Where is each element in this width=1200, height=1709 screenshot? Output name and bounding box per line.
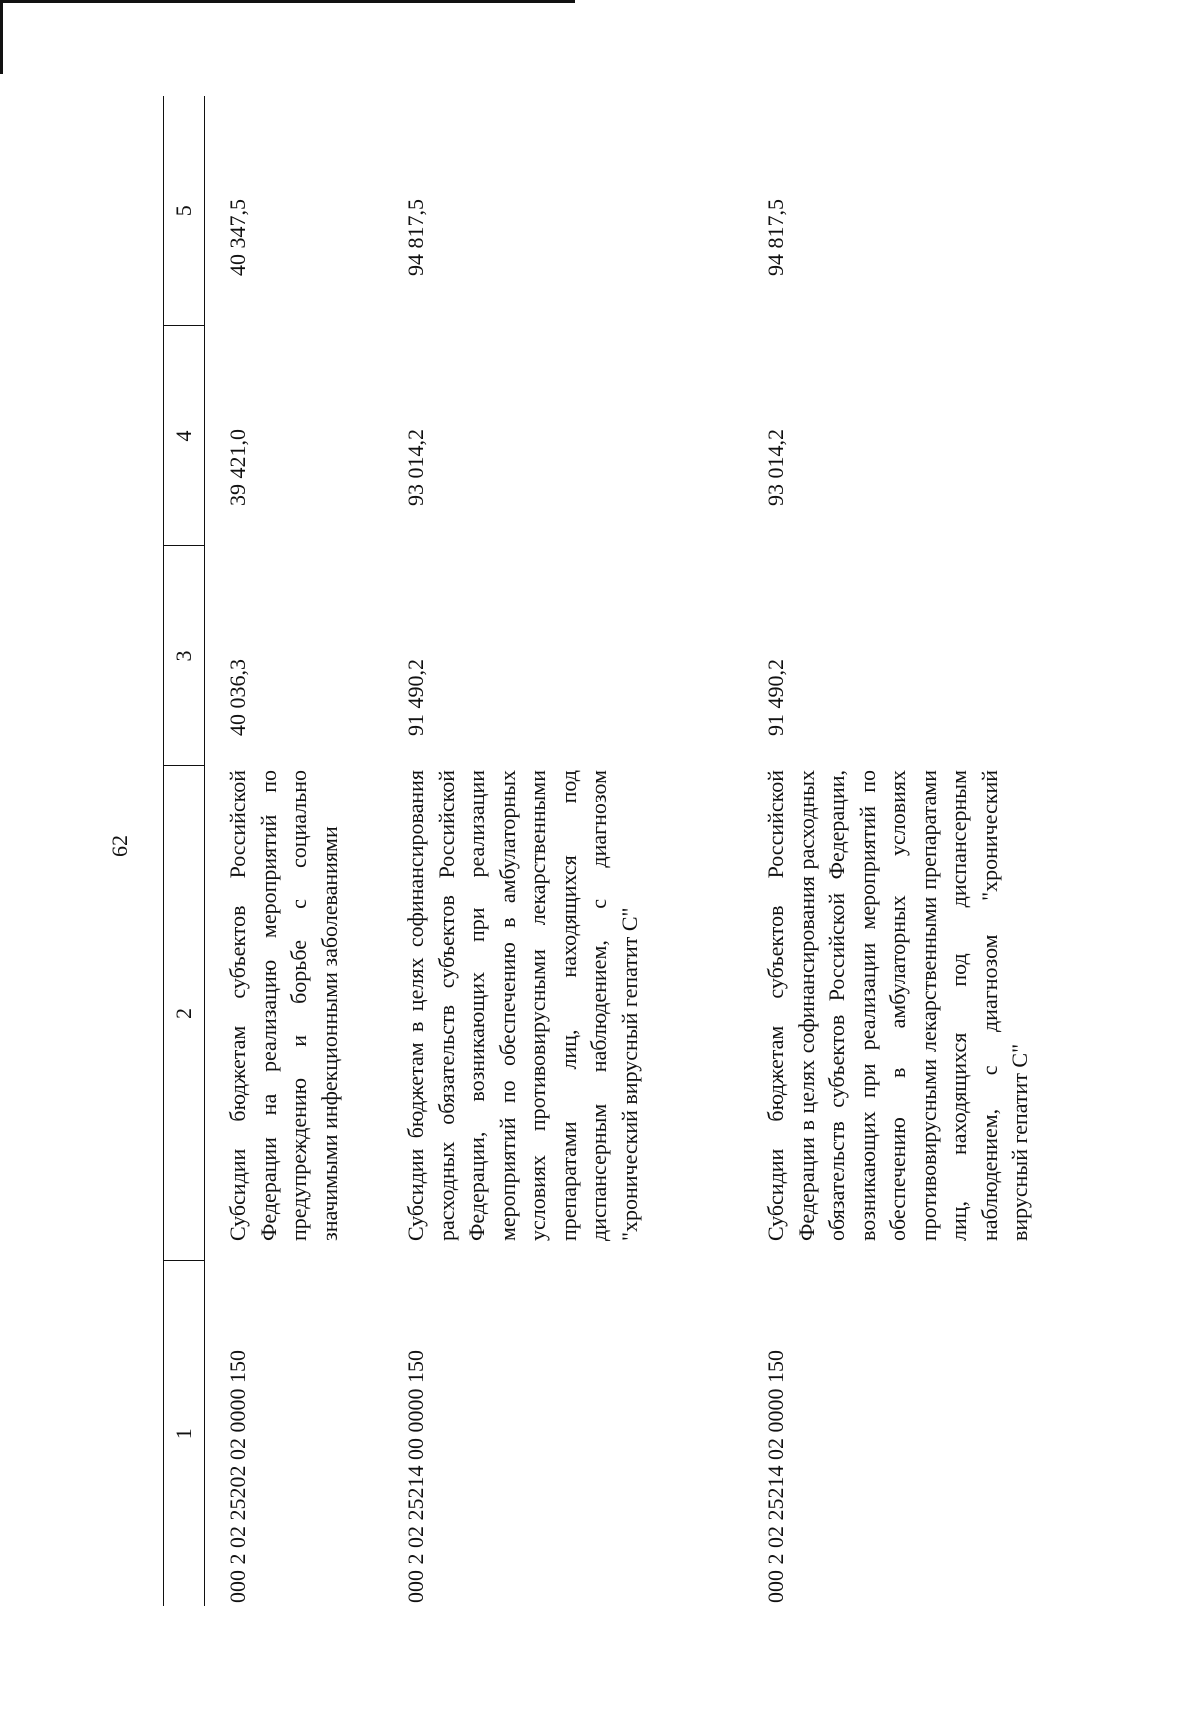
- amount-col-5: 94 817,5: [403, 199, 428, 276]
- budget-table: [163, 96, 1141, 1606]
- amount-col-3: 91 490,2: [763, 659, 788, 736]
- header-col-3: 3: [164, 546, 205, 766]
- amount-col-4: 39 421,0: [225, 429, 250, 506]
- header-col-5: 5: [164, 96, 205, 326]
- table-body: [205, 96, 1142, 1606]
- rotated-page: [107, 96, 1125, 1606]
- income-description: Субсидии бюджетам в целях софинансирования расходных обязательств субъектов Российской Федерации, возникающих при реализации мероприятий по обеспечению в амбулаторных условиях противовирусными лекарственными препаратами лиц, находящихся под диспансерным наблюдением, с диагнозом "хронический вирусный гепатит С": [403, 770, 642, 1241]
- header-row: [164, 96, 205, 1606]
- amount-col-5: 94 817,5: [763, 199, 788, 276]
- header-col-1: 1: [164, 1261, 205, 1606]
- income-description: Субсидии бюджетам субъектов Российской Федерации на реализацию мероприятий по предупреждению и борьбе с социально значимыми инфекционными заболеваниями: [225, 770, 342, 1241]
- budget-code: 000 2 02 25214 02 0000 150: [763, 1350, 788, 1603]
- table-row: [743, 96, 1141, 1606]
- amount-col-3: 40 036,3: [225, 659, 250, 736]
- table-row: [383, 96, 743, 1606]
- amount-col-3: 91 490,2: [403, 659, 428, 736]
- amount-col-4: 93 014,2: [763, 429, 788, 506]
- page-number: 62: [107, 835, 132, 857]
- budget-code: 000 2 02 25214 00 0000 150: [403, 1350, 428, 1603]
- table-row: [205, 96, 384, 1606]
- amount-col-5: 40 347,5: [225, 199, 250, 276]
- header-col-2: 2: [164, 766, 205, 1261]
- budget-code: 000 2 02 25202 02 0000 150: [225, 1350, 250, 1603]
- header-col-4: 4: [164, 326, 205, 546]
- scan-edge-top: [0, 0, 575, 3]
- income-description: Субсидии бюджетам субъектов Российской Федерации в целях софинансирования расходных обязательств субъектов Российской Федерации, возникающих при реализации мероприятий по обеспечению в амбулаторных условиях противовирусными лекарственными препаратами лиц, находящихся под диспансерным наблюдением, с диагнозом "хронический вирусный гепатит С": [763, 770, 1032, 1241]
- scan-edge-left: [0, 0, 3, 74]
- amount-col-4: 93 014,2: [403, 429, 428, 506]
- table-header: [164, 96, 205, 1606]
